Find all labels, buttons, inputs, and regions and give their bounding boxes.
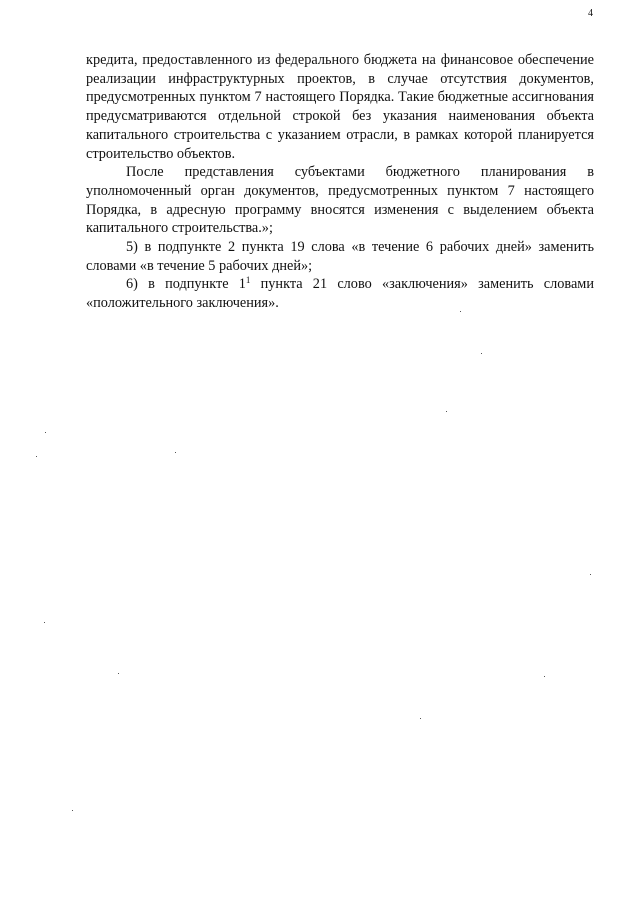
scan-speck [72, 810, 73, 811]
scan-speck [118, 673, 119, 674]
scan-speck [45, 432, 46, 433]
paragraph-amendment-6 [86, 275, 594, 312]
amendment-6-text-start: 6) в подпункте 1 [126, 276, 246, 293]
scan-speck [590, 574, 591, 575]
scan-speck [36, 456, 37, 457]
paragraph-amendment-5: 5) в подпункте 2 пункта 19 слова «в течение 6 рабочих дней» заменить словами «в течение 5 рабочих дней»; [86, 239, 594, 274]
scan-speck [446, 411, 447, 412]
amendment-6-text-end: пункта 21 слово «заключения» заменить словами «положительного заключения». [86, 276, 594, 312]
scan-speck [175, 452, 176, 453]
superscript-index: 1 [245, 275, 251, 286]
scan-speck [420, 718, 421, 719]
document-body [86, 51, 594, 313]
page-number: 4 [588, 8, 593, 19]
paragraph-address-program-changes: После представления субъектами бюджетного планирования в уполномоченный орган документов, предусмотренных пунктом 7 настоящего Порядка, в адресную программу вносятся изменения с выделением объекта капитального строительства.»; [86, 164, 594, 237]
scan-speck [481, 353, 482, 354]
scan-speck [460, 311, 461, 312]
scan-speck [44, 622, 45, 623]
paragraph-budget-allocations: кредита, предоставленного из федерального бюджета на финансовое обеспечение реализации инфраструктурных проектов, в случае отсутствия документов, предусмотренных пунктом 7 настоящего Порядка. Такие бюджетные ассигнования предусматриваются отдельной строкой без указания наименования объекта капитального строительства с указанием отрасли, в рамках которой планируется строительство объектов. [86, 52, 594, 162]
scan-speck [544, 676, 545, 677]
